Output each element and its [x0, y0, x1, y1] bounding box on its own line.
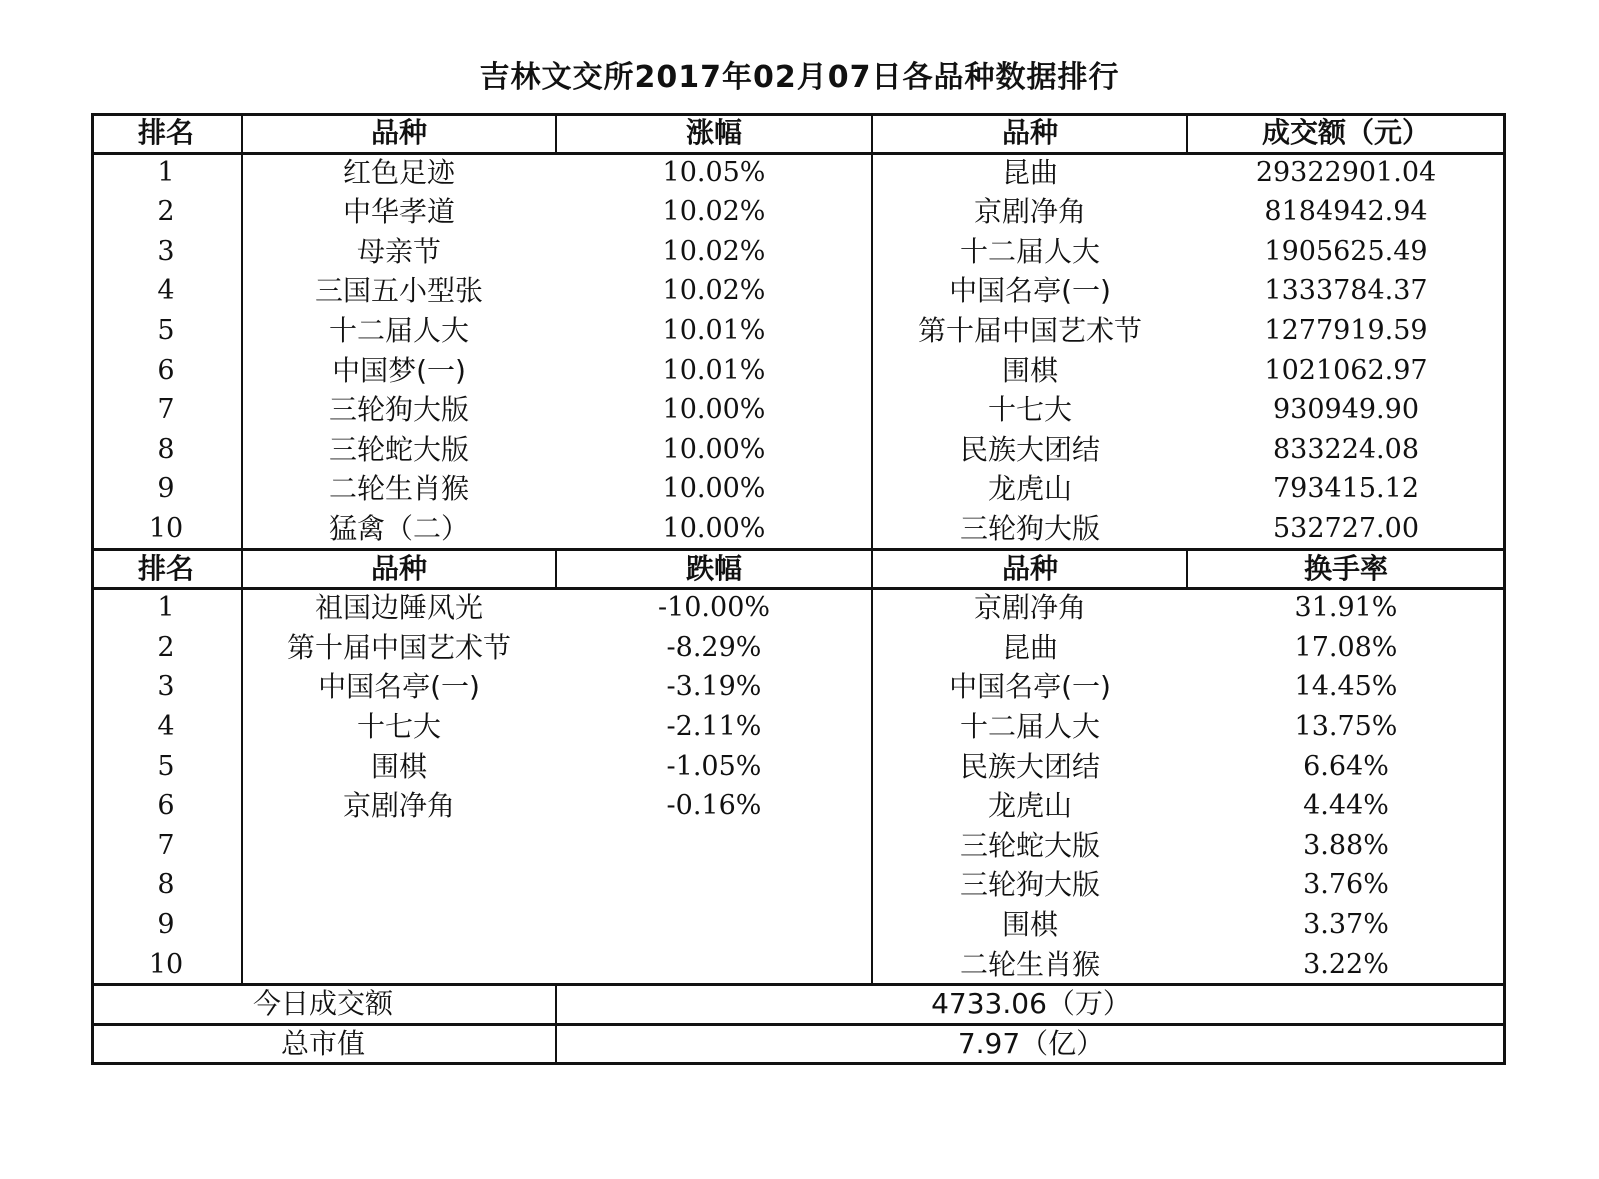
table-row: [91, 232, 1506, 271]
volume-name-cell: 京剧净角: [973, 195, 1086, 229]
grid-line-vertical: [555, 984, 557, 1065]
volume-cell: 793415.12: [1272, 473, 1419, 505]
table-row: [91, 905, 1506, 944]
column-header: 跌幅: [685, 551, 742, 585]
rank-cell: 9: [157, 473, 175, 505]
grid-line-vertical: [91, 113, 94, 1065]
rank-cell: 2: [157, 196, 175, 228]
gain-cell: 10.00%: [662, 473, 766, 505]
rank-cell: 7: [157, 829, 175, 861]
grid-line-vertical: [1186, 113, 1188, 153]
table-row: [91, 311, 1506, 350]
grid-line-vertical: [555, 549, 557, 589]
gain-cell: 10.01%: [662, 315, 766, 346]
gain-name-cell: 红色足迹: [342, 155, 455, 189]
volume-name-cell: 中国名亭(一): [949, 274, 1111, 308]
rank-cell: 6: [157, 790, 175, 822]
gain-cell: 10.00%: [662, 433, 766, 465]
grid-line-horizontal: [91, 1023, 1506, 1026]
footer-row-turnover: [91, 984, 1506, 1023]
table-row: [91, 469, 1506, 508]
volume-name-cell: 三轮狗大版: [959, 512, 1100, 545]
gain-name-cell: 十二届人大: [328, 314, 469, 347]
loss-cell: [558, 826, 870, 865]
table-row: [91, 667, 1506, 706]
volume-name-cell: 龙虎山: [987, 472, 1072, 506]
table-row: [91, 865, 1506, 904]
loss-cell: -1.05%: [666, 750, 762, 782]
rank-cell: 8: [157, 869, 175, 901]
gain-name-cell: 中国梦(一): [332, 353, 466, 387]
loss-cell: -10.00%: [657, 592, 771, 624]
loss-name-cell: [243, 865, 555, 904]
market-cap-value: 7.97（亿）: [957, 1026, 1105, 1060]
grid-line-vertical: [1186, 549, 1188, 589]
footer-row-market-cap: [91, 1024, 1506, 1063]
volume-cell: 1277919.59: [1264, 315, 1428, 346]
turnover-cell: 4.44%: [1303, 790, 1389, 822]
column-header: 成交额（元）: [1261, 116, 1430, 149]
column-header: 品种: [370, 551, 427, 585]
volume-cell: 833224.08: [1272, 433, 1419, 465]
loss-cell: [558, 905, 870, 944]
rank-cell: 1: [157, 156, 175, 188]
gain-name-cell: 二轮生肖猴: [328, 472, 469, 506]
grid-line-horizontal: [91, 152, 1506, 155]
rank-cell: 9: [157, 909, 175, 940]
grid-line-vertical: [555, 113, 557, 153]
gain-name-cell: 三轮蛇大版: [328, 432, 469, 466]
gain-cell: 10.01%: [662, 354, 766, 386]
turnover-name-cell: 围棋: [1001, 908, 1058, 941]
grid-line-vertical: [871, 113, 873, 984]
column-header: 品种: [1001, 551, 1058, 585]
volume-cell: 29322901.04: [1255, 156, 1437, 188]
grid-line-horizontal: [91, 113, 1506, 116]
loss-cell: -3.19%: [666, 671, 762, 703]
turnover-cell: 17.08%: [1294, 631, 1398, 663]
volume-name-cell: 第十届中国艺术节: [917, 314, 1142, 347]
header-row: [91, 113, 1506, 152]
grid-line-horizontal: [91, 983, 1506, 986]
turnover-cell: 6.64%: [1303, 750, 1389, 782]
ranking-table: [91, 113, 1506, 1065]
grid-line-vertical: [1503, 113, 1506, 1065]
table-row: [91, 588, 1506, 627]
turnover-cell: 3.76%: [1303, 869, 1389, 901]
turnover-name-cell: 三轮蛇大版: [959, 828, 1100, 862]
rank-cell: 6: [157, 354, 175, 386]
turnover-name-cell: 十二届人大: [959, 710, 1100, 743]
turnover-cell: 13.75%: [1294, 711, 1398, 742]
volume-cell: 1905625.49: [1264, 235, 1428, 267]
table-row: [91, 707, 1506, 746]
loss-cell: -2.11%: [666, 711, 762, 742]
rank-cell: 1: [157, 592, 175, 624]
grid-line-vertical: [241, 113, 243, 984]
turnover-cell: 3.88%: [1303, 829, 1389, 861]
gain-name-cell: 中华孝道: [342, 195, 455, 229]
turnover-name-cell: 二轮生肖猴: [959, 947, 1100, 981]
gain-cell: 10.02%: [662, 275, 766, 307]
volume-cell: 8184942.94: [1264, 196, 1428, 228]
turnover-name-cell: 昆曲: [1001, 630, 1058, 664]
table-row: [91, 153, 1506, 192]
turnover-name-cell: 龙虎山: [987, 789, 1072, 823]
gain-name-cell: 母亲节: [356, 234, 441, 268]
table-row: [91, 390, 1506, 429]
volume-name-cell: 昆曲: [1001, 155, 1058, 189]
loss-cell: -8.29%: [666, 631, 762, 663]
table-row: [91, 192, 1506, 231]
table-row: [91, 509, 1506, 548]
loss-name-cell: 十七大: [356, 710, 441, 743]
loss-cell: [558, 945, 870, 984]
total-turnover-label: 今日成交额: [252, 987, 393, 1021]
table-row: [91, 271, 1506, 310]
loss-name-cell: [243, 945, 555, 984]
loss-name-cell: 围棋: [370, 749, 427, 783]
turnover-cell: 3.22%: [1303, 948, 1389, 980]
gain-cell: 10.05%: [662, 156, 766, 188]
gain-cell: 10.02%: [662, 235, 766, 267]
table-row: [91, 351, 1506, 390]
table-row: [91, 826, 1506, 865]
rank-cell: 7: [157, 394, 175, 426]
gain-name-cell: 猛禽（二）: [328, 512, 469, 545]
turnover-cell: 14.45%: [1294, 671, 1398, 703]
loss-name-cell: 京剧净角: [342, 789, 455, 823]
loss-name-cell: [243, 905, 555, 944]
rank-cell: 3: [157, 671, 175, 703]
turnover-name-cell: 中国名亭(一): [949, 670, 1111, 704]
turnover-name-cell: 三轮狗大版: [959, 868, 1100, 902]
gain-cell: 10.00%: [662, 394, 766, 426]
loss-name-cell: 第十届中国艺术节: [286, 630, 511, 664]
rank-cell: 3: [157, 235, 175, 267]
table-row: [91, 430, 1506, 469]
volume-name-cell: 十二届人大: [959, 234, 1100, 268]
loss-name-cell: 中国名亭(一): [318, 670, 480, 704]
grid-line-horizontal: [91, 548, 1506, 551]
table-row: [91, 786, 1506, 825]
column-header: 排名: [137, 551, 194, 585]
table-row: [91, 945, 1506, 984]
gain-name-cell: 三国五小型张: [314, 274, 483, 308]
table-row: [91, 628, 1506, 667]
header-row: [91, 549, 1506, 588]
rank-cell: 10: [148, 948, 184, 980]
rank-cell: 2: [157, 631, 175, 663]
rank-cell: 10: [148, 513, 184, 544]
turnover-name-cell: 民族大团结: [959, 749, 1100, 783]
column-header: 品种: [370, 116, 427, 149]
grid-line-horizontal: [91, 587, 1506, 590]
turnover-cell: 31.91%: [1294, 592, 1398, 624]
volume-name-cell: 十七大: [987, 393, 1072, 427]
column-header: 排名: [137, 116, 194, 149]
rank-cell: 5: [157, 315, 175, 346]
volume-cell: 1021062.97: [1264, 354, 1428, 386]
market-cap-label: 总市值: [280, 1026, 365, 1060]
volume-cell: 532727.00: [1272, 513, 1419, 544]
gain-name-cell: 三轮狗大版: [328, 393, 469, 427]
rank-cell: 4: [157, 275, 175, 307]
rank-cell: 8: [157, 433, 175, 465]
column-header: 换手率: [1303, 551, 1388, 585]
column-header: 品种: [1001, 116, 1058, 149]
turnover-cell: 3.37%: [1303, 909, 1389, 940]
rank-cell: 4: [157, 711, 175, 742]
total-turnover-value: 4733.06（万）: [931, 987, 1131, 1021]
loss-cell: -0.16%: [666, 790, 762, 822]
gain-cell: 10.00%: [662, 513, 766, 544]
volume-cell: 1333784.37: [1264, 275, 1428, 307]
column-header: 涨幅: [685, 116, 742, 149]
volume-name-cell: 民族大团结: [959, 432, 1100, 466]
page-title: 吉林文交所2017年02月07日各品种数据排行: [479, 60, 1120, 95]
rank-cell: 5: [157, 750, 175, 782]
loss-name-cell: 祖国边陲风光: [314, 591, 483, 625]
table-row: [91, 747, 1506, 786]
turnover-name-cell: 京剧净角: [973, 591, 1086, 625]
volume-name-cell: 围棋: [1001, 353, 1058, 387]
loss-name-cell: [243, 826, 555, 865]
gain-cell: 10.02%: [662, 196, 766, 228]
loss-cell: [558, 865, 870, 904]
volume-cell: 930949.90: [1272, 394, 1419, 426]
grid-line-horizontal: [91, 1062, 1506, 1065]
